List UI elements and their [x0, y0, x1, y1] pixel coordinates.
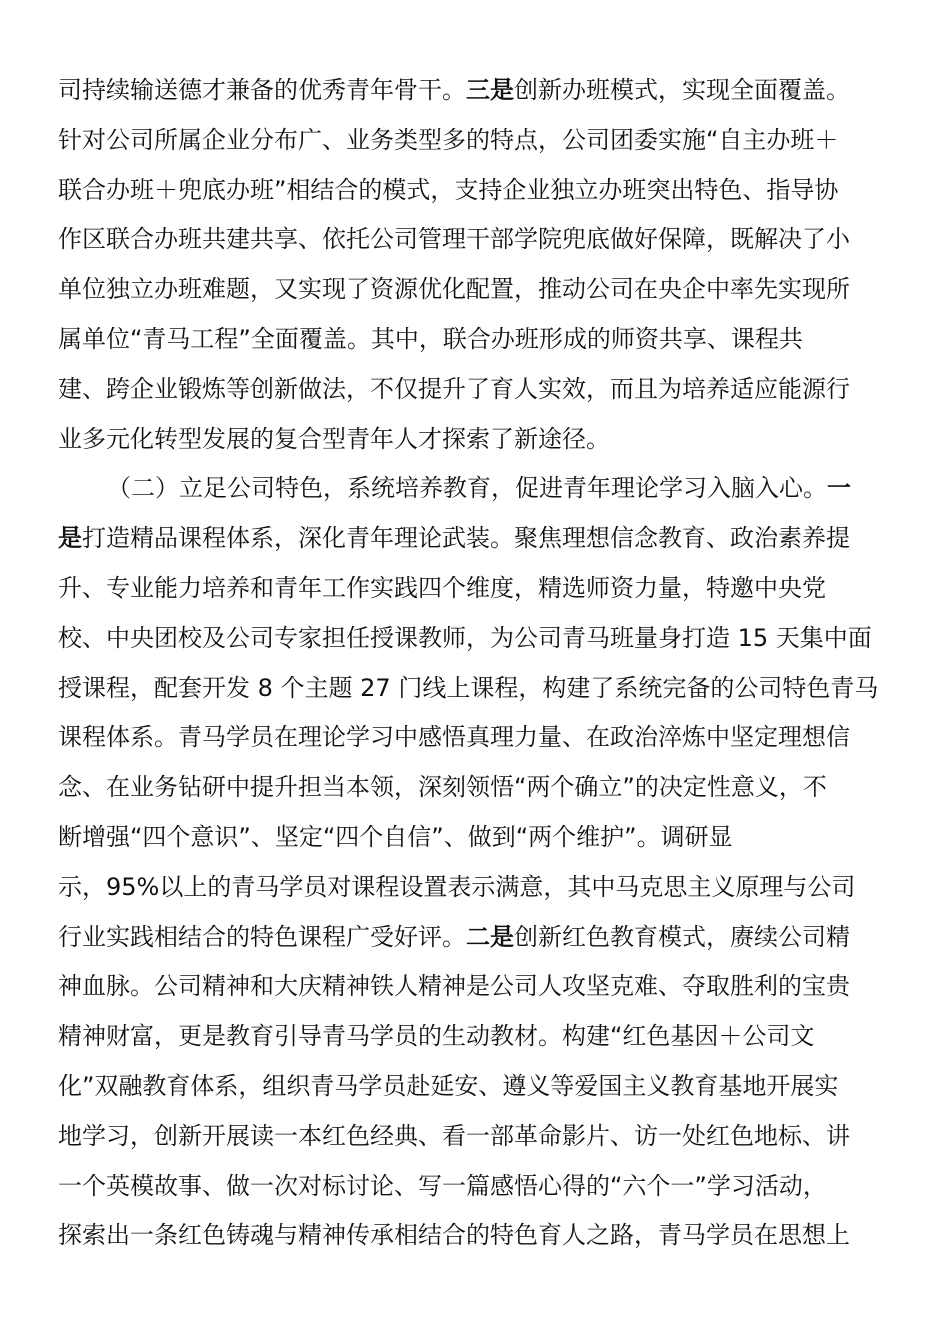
text-line — [58, 1012, 892, 1062]
line-text: 针对公司所属企业分布广、业务类型多的特点，公司团委实施“自主办班＋ — [58, 125, 839, 154]
line-text: 示，95%以上的青马学员对课程设置表示满意，其中马克思主义原理与公司 — [58, 872, 856, 901]
text-line — [58, 365, 892, 415]
text-line — [58, 863, 892, 913]
text-line — [58, 564, 892, 614]
text-line — [58, 1112, 892, 1162]
bold-lead-text: 是 — [58, 524, 82, 553]
line-text: 打造精品课程体系，深化青年理论武装。聚焦理想信念教育、政治素养提 — [82, 524, 850, 553]
text-line — [58, 415, 892, 465]
bold-lead-text: 三是 — [466, 76, 514, 104]
text-line — [58, 464, 892, 514]
line-text: 校、中央团校及公司专家担任授课教师，为公司青马班量身打造 15 天集中面 — [58, 623, 872, 652]
text-line — [58, 713, 892, 763]
line-text: 作区联合办班共建共享、依托公司管理干部学院兜底做好保障，既解决了小 — [58, 225, 850, 254]
line-text: 神血脉。公司精神和大庆精神铁人精神是公司人攻坚克难、夺取胜利的宝贵 — [58, 972, 850, 1001]
line-text: 课程体系。青马学员在理论学习中感悟真理力量、在政治淬炼中坚定理想信 — [58, 723, 850, 752]
document-body-text — [58, 66, 892, 1261]
line-text: 单位独立办班难题，又实现了资源优化配置，推动公司在央企中率先实现所 — [58, 275, 850, 304]
line-text: 地学习，创新开展读一本红色经典、看一部革命影片、访一处红色地标、讲 — [58, 1121, 850, 1150]
line-text: 业多元化转型发展的复合型青年人才探索了新途径。 — [58, 424, 610, 453]
line-text: 断增强“四个意识”、坚定“四个自信”、做到“两个维护”。调研显 — [58, 822, 733, 851]
line-text: 建、跨企业锻炼等创新做法，不仅提升了育人实效，而且为培养适应能源行 — [58, 374, 850, 403]
text-line — [58, 763, 892, 813]
text-line — [58, 1062, 892, 1112]
text-line — [58, 514, 892, 564]
text-line — [58, 1211, 892, 1261]
text-line — [58, 315, 892, 365]
line-text: 联合办班＋兜底办班”相结合的模式，支持企业独立办班突出特色、指导协 — [58, 175, 839, 204]
line-text: 授课程，配套开发 8 个主题 27 门线上课程，构建了系统完备的公司特色青马 — [58, 673, 879, 702]
text-line — [58, 66, 892, 116]
line-text: 化”双融教育体系，组织青马学员赴延安、遵义等爱国主义教育基地开展实 — [58, 1071, 839, 1100]
text-line — [58, 664, 892, 714]
line-text: 司持续输送德才兼备的优秀青年骨干。 — [58, 76, 466, 104]
line-text: 行业实践相结合的特色课程广受好评。 — [58, 922, 466, 951]
text-line — [58, 962, 892, 1012]
text-line — [58, 813, 892, 863]
text-line — [58, 116, 892, 166]
line-text: 升、专业能力培养和青年工作实践四个维度，精选师资力量，特邀中央党 — [58, 573, 826, 602]
text-line — [58, 1162, 892, 1212]
line-text: （二）立足公司特色，系统培养教育，促进青年理论学习入脑入心。 — [107, 474, 827, 503]
line-text: 创新办班模式，实现全面覆盖。 — [514, 76, 850, 104]
text-line — [58, 215, 892, 265]
line-text: 属单位“青马工程”全面覆盖。其中，联合办班形成的师资共享、课程共 — [58, 324, 803, 353]
line-text: 创新红色教育模式，赓续公司精 — [514, 922, 850, 951]
text-line — [58, 166, 892, 216]
text-line — [58, 265, 892, 315]
line-text: 念、在业务钻研中提升担当本领，深刻领悟“两个确立”的决定性意义，不 — [58, 773, 827, 802]
text-line — [58, 913, 892, 963]
line-text: 探索出一条红色铸魂与精神传承相结合的特色育人之路，青马学员在思想上 — [58, 1221, 850, 1250]
bold-lead-text: 一 — [827, 474, 851, 503]
line-text: 精神财富，更是教育引导青马学员的生动教材。构建“红色基因＋公司文 — [58, 1022, 815, 1051]
text-line — [58, 614, 892, 664]
line-text: 一个英模故事、做一次对标讨论、写一篇感悟心得的“六个一”学习活动， — [58, 1171, 827, 1200]
bold-lead-text: 二是 — [466, 922, 514, 951]
